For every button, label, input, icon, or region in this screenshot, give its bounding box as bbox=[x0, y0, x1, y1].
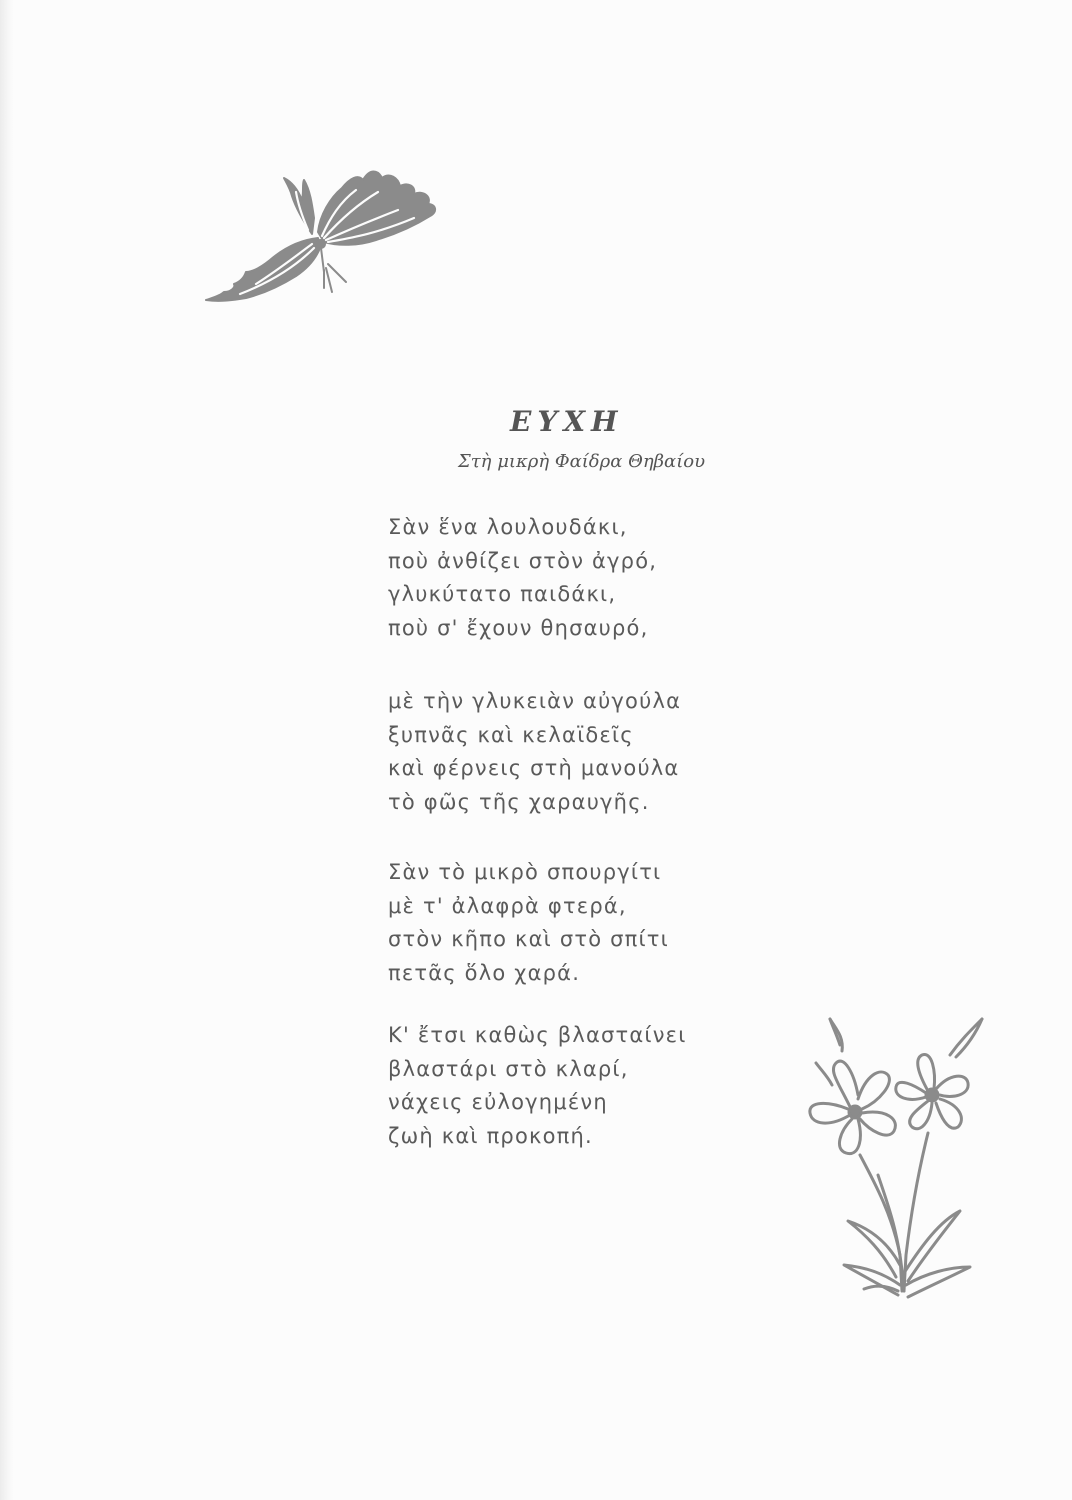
stanza-2 bbox=[388, 685, 681, 819]
poem-line: τὸ φῶς τῆς χαραυγῆς. bbox=[388, 789, 650, 814]
butterfly-icon bbox=[200, 160, 440, 310]
poem-line: ποὺ σ' ἔχουν θησαυρό, bbox=[388, 615, 649, 640]
poem-line: Σὰν τὸ μικρὸ σπουργίτι bbox=[388, 860, 662, 884]
poem-line: καὶ φέρνεις στὴ μανούλα bbox=[388, 756, 680, 780]
poem-line: μὲ τὴν γλυκειὰν αὐγούλα bbox=[388, 689, 682, 713]
page-edge-shadow bbox=[0, 0, 14, 1500]
stanza-3 bbox=[388, 856, 669, 990]
stanza-4 bbox=[388, 1019, 687, 1153]
stanza-1 bbox=[388, 511, 657, 645]
poem-line: ξυπνᾶς καὶ κελαϊδεῖς bbox=[388, 722, 634, 747]
poem-line: πετᾶς ὅλο χαρά. bbox=[388, 960, 581, 985]
poem-line: ζωὴ καὶ προκοπή. bbox=[388, 1123, 593, 1148]
poem-line: ποὺ ἀνθίζει στὸν ἀγρό, bbox=[388, 548, 658, 573]
poem-line: στὸν κῆπο καὶ στὸ σπίτι bbox=[388, 927, 669, 951]
poem-line: Κ' ἔτσι καθὼς βλασταίνει bbox=[388, 1023, 687, 1047]
poem-title: ΕΥΧΗ bbox=[510, 405, 624, 438]
poem-line: βλαστάρι στὸ κλαρί, bbox=[388, 1056, 629, 1081]
poem-dedication: Στὴ μικρὴ Φαίδρα Θηβαίου bbox=[458, 451, 706, 472]
flowers-icon bbox=[800, 1015, 990, 1305]
poem-line: Σὰν ἕνα λουλουδάκι, bbox=[388, 515, 628, 539]
poem-line: μὲ τ' ἀλαφρὰ φτερά, bbox=[388, 893, 627, 918]
poem-line: νάχεις εὐλογημένη bbox=[388, 1090, 608, 1114]
poem-line: γλυκύτατο παιδάκι, bbox=[388, 582, 617, 606]
